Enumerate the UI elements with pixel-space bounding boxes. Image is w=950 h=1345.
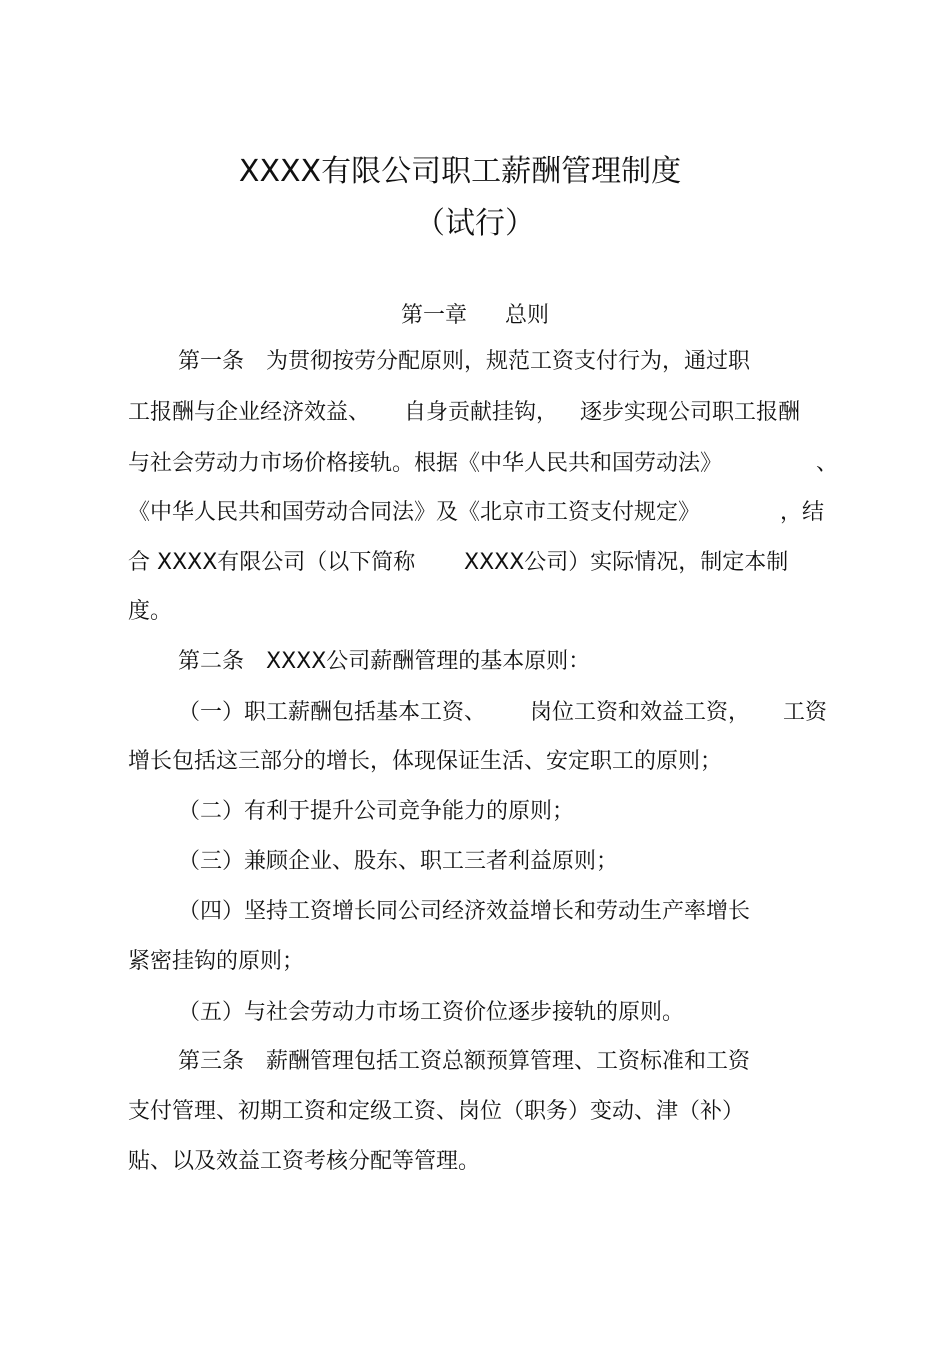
line-segment: 与社会劳动力市场价格接轨。根据《中华人民共和国劳动法》 [128,451,723,476]
chapter-heading [0,298,950,329]
paragraph-line: 支付管理、初期工资和定级工资、岗位（职务）变动、津（补） [128,1099,745,1124]
paragraph-line: 贴、以及效益工资考核分配等管理。 [128,1149,481,1174]
line-segment: 合 XXXX有限公司（以下简称 [128,550,416,575]
document-title: XXXX有限公司职工薪酬管理制度 [238,154,682,189]
paragraph-line: 增长包括这三部分的增长，体现保证生活、安定职工的原则； [128,749,723,774]
line-segment: XXXX公司）实际情况，制定本制 [464,550,789,575]
line-segment: 逐步实现公司职工报酬 [580,400,801,425]
paragraph-line: （五）与社会劳动力市场工资价位逐步接轨的原则。 [178,1000,685,1025]
chapter-name: 总则 [505,303,550,328]
line-segment: 、 [816,451,839,476]
line-segment: 工资 [783,700,828,725]
paragraph-line: 第二条 XXXX公司薪酬管理的基本原则： [178,649,591,674]
paragraph-line: 第一条 为贯彻按劳分配原则，规范工资支付行为，通过职 [178,349,751,374]
paragraph-line: （二）有利于提升公司竞争能力的原则； [178,799,575,824]
chapter-number: 第一章 [400,303,467,328]
paragraph-line: 度。 [128,599,173,624]
line-segment: 《中华人民共和国劳动合同法》及《北京市工资支付规定》 [128,500,701,525]
line-segment: 岗位工资和效益工资， [530,700,751,725]
line-segment: ，结 [780,500,825,525]
document-subtitle: （试行） [415,206,535,241]
paragraph-line: 紧密挂钩的原则； [128,949,305,974]
paragraph-line: 第三条 薪酬管理包括工资总额预算管理、工资标准和工资 [178,1049,751,1074]
line-segment: 工报酬与企业经济效益、 [128,400,371,425]
paragraph-line: （三）兼顾企业、股东、职工三者利益原则； [178,849,619,874]
line-segment: （一）职工薪酬包括基本工资、 [178,700,487,725]
paragraph-line: （四）坚持工资增长同公司经济效益增长和劳动生产率增长 [178,899,751,924]
line-segment: 自身贡献挂钩， [404,400,559,425]
